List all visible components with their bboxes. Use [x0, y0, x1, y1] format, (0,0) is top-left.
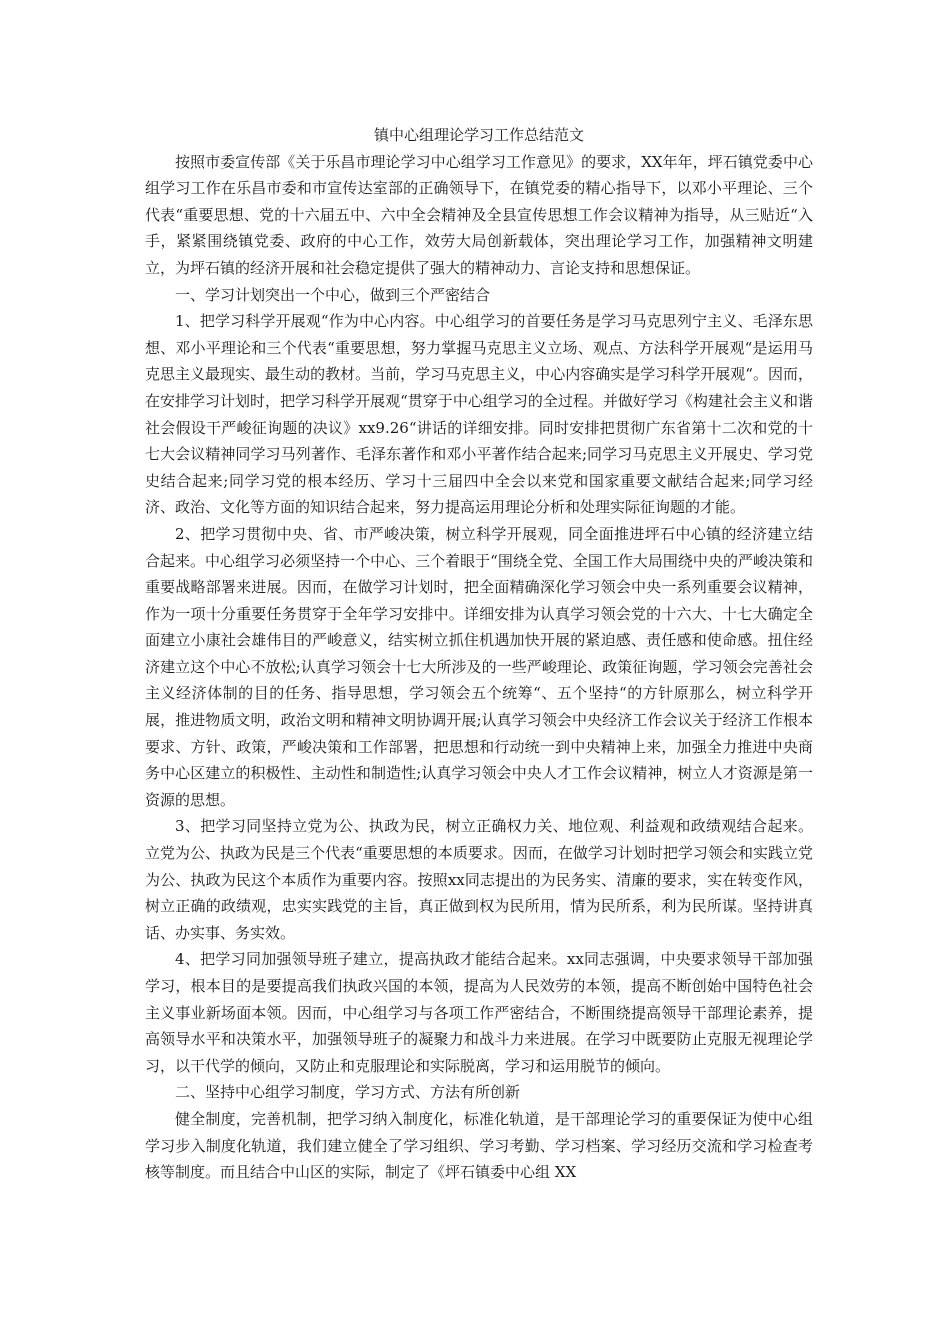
- document-title: 镇中心组理论学习工作总结范文: [373, 126, 584, 144]
- body-paragraph-5: 健全制度，完善机制，把学习纳入制度化，标准化轨道，是干部理论学习的重要保证为使中心组学习步入制度化轨道，我们建立健全了学习组织、学习考勤、学习档案、学习经历交流和学习检查考核等制度。而且结合中山区的实际，制定了《坪石镇委中心组 XX: [145, 1109, 813, 1182]
- section-heading-2: 二、坚持中心组学习制度，学习方式、方法有所创新: [175, 1083, 521, 1102]
- body-paragraph-4: 4、把学习同加强领导班子建立，提高执政才能结合起来。xx同志强调，中央要求领导干部加强学习，根本目的是要提高我们执政兴国的本领，提高为人民效劳的本领，提高不断创始中国特色社会主义事业新场面本领。因而，中心组学习与各项工作严密结合，不断围绕提高领导干部理论素养，提高领导水平和决策水平，加强领导班子的凝聚力和战斗力来进展。在学习中既要防止克服无视理论学习，以干代学的倾向，又防止和克服理论和实际脱离，学习和运用脱节的倾向。: [145, 950, 813, 1075]
- body-paragraph-1: 1、把学习科学开展观“作为中心内容。中心组学习的首要任务是学习马克思列宁主义、毛泽东思想、邓小平理论和三个代表“重要思想，努力掌握马克思主义立场、观点、方法科学开展观“是运用马克思主义最现实、最生动的教材。当前，学习马克思主义，中心内容确实是学习科学开展观“。因而，在安排学习计划时，把学习科学开展观“贯穿于中心组学习的全过程。并做好学习《构建社会主义和谐社会假设干严峻征询题的决议》xx9.26“讲话的详细安排。同时安排把贯彻广东省第十二次和党的十七大会议精神同学习马列著作、毛泽东著作和邓小平著作结合起来;同学习马克思主义开展史、学习党史结合起来;同学习党的根本经历、学习十三届四中全会以来党和国家重要文献结合起来;同学习经济、政治、文化等方面的知识结合起来，努力提高运用理论分析和处理实际征询题的才能。: [145, 312, 813, 517]
- intro-paragraph: 按照市委宣传部《关于乐昌市理论学习中心组学习工作意见》的要求，XX年年，坪石镇党委中心组学习工作在乐昌市委和市宣传达室部的正确领导下，在镇党委的精心指导下，以邓小平理论、三个代表“重要思想、党的十六届五中、六中全会精神及全县宣传思想工作会议精神为指导，从三贴近“入手，紧紧围绕镇党委、政府的中心工作，效劳大局创新载体，突出理论学习工作，加强精神文明建立，为坪石镇的经济开展和社会稳定提供了强大的精神动力、言论支持和思想保证。: [145, 152, 813, 277]
- section-heading-1: 一、学习计划突出一个中心，做到三个严密结合: [175, 285, 491, 304]
- document-page: [145, 122, 813, 1186]
- body-paragraph-2: 2、把学习贯彻中央、省、市严峻决策，树立科学开展观，同全面推进坪石中心镇的经济建立结合起来。中心组学习必须坚持一个中心、三个着眼于“围绕全党、全国工作大局围绕中央的严峻决策和重要战略部署来进展。因而，在做学习计划时，把全面精确深化学习领会中央一系列重要会议精神，作为一项十分重要任务贯穿于全年学习安排中。详细安排为认真学习领会党的十六大、十七大确定全面建立小康社会雄伟目的严峻意义，结实树立抓住机遇加快开展的紧迫感、责任感和使命感。扭住经济建立这个中心不放松;认真学习领会十七大所涉及的一些严峻理论、政策征询题，学习领会完善社会主义经济体制的目的任务、指导思想，学习领会五个统筹“、五个坚持“的方针原那么，树立科学开展，推进物质文明，政治文明和精神文明协调开展;认真学习领会中央经济工作会议关于经济工作根本要求、方针、政策，严峻决策和工作部署，把思想和行动统一到中央精神上来，加强全力推进中央商务中心区建立的积极性、主动性和制造性;认真学习领会中央人才工作会议精神，树立人才资源是第一资源的思想。: [145, 524, 813, 809]
- body-paragraph-3: 3、把学习同坚持立党为公、执政为民，树立正确权力关、地位观、利益观和政绩观结合起来。立党为公、执政为民是三个代表“重要思想的本质要求。因而，在做学习计划时把学习领会和实践立党为公、执政为民这个本质作为重要内容。按照xx同志提出的为民务实、清廉的要求，实在转变作风，树立正确的政绩观，忠实实践党的主旨，真正做到权为民所用，情为民所系，利为民所谋。坚持讲真话、办实事、务实效。: [145, 817, 813, 942]
